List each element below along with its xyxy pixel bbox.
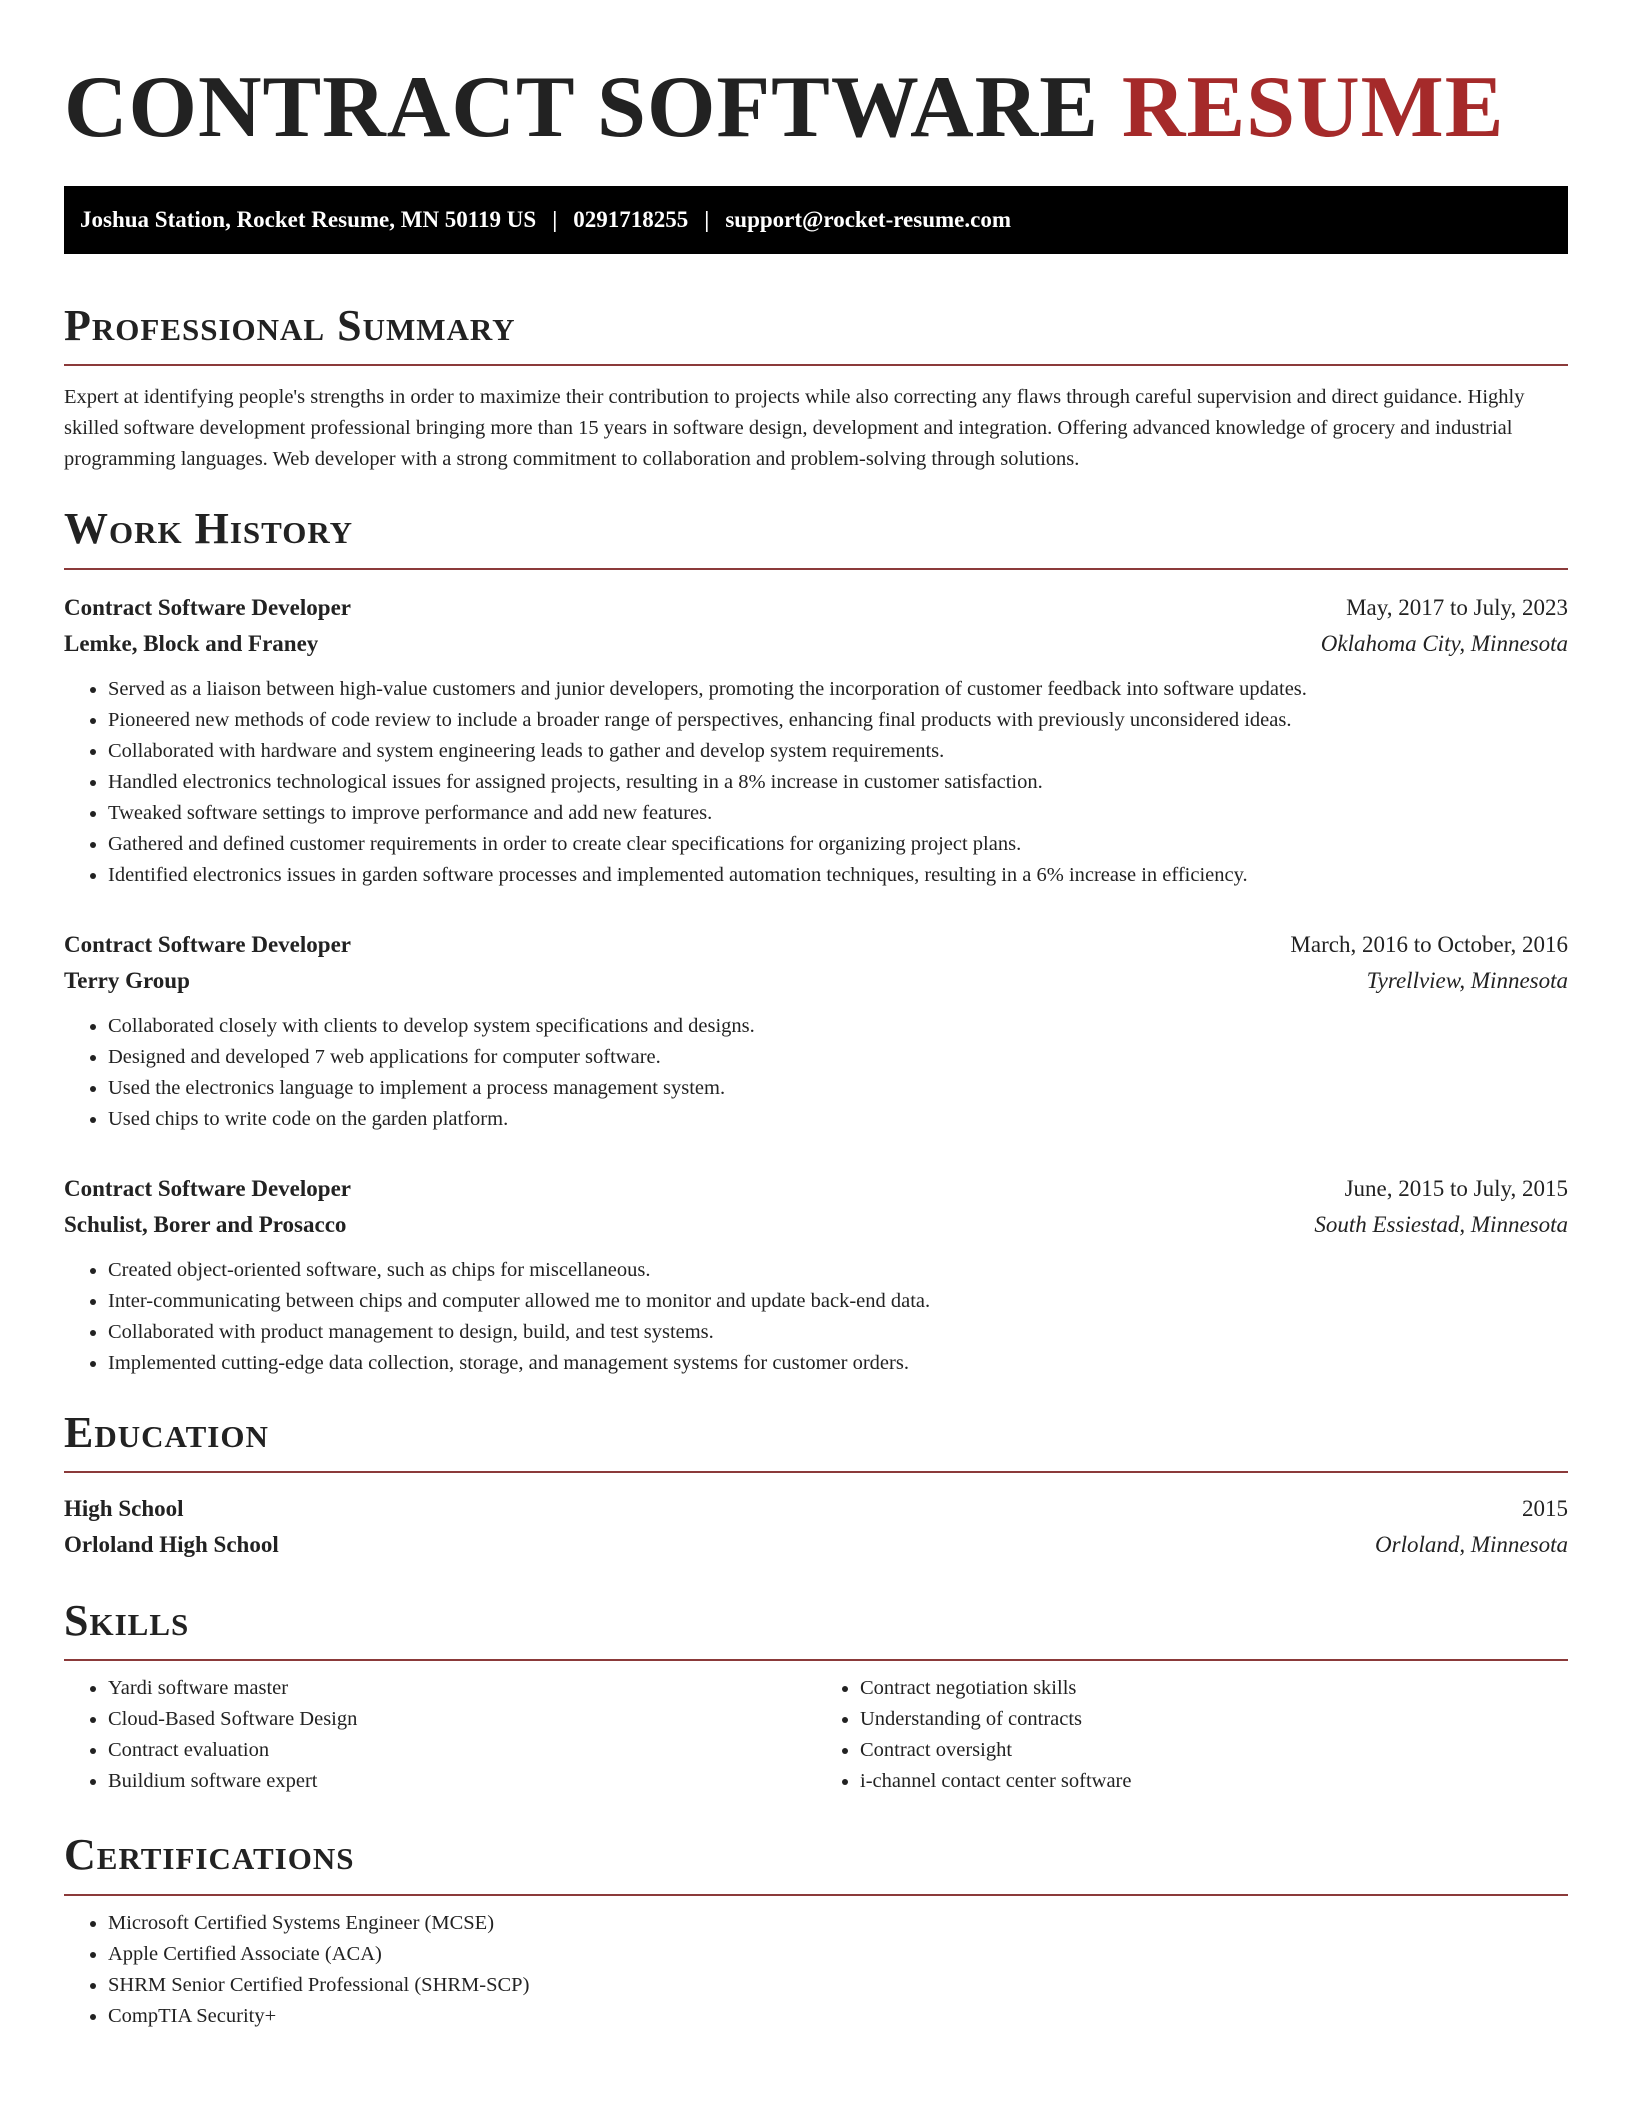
job-dates: June, 2015 to July, 2015 [1344, 1175, 1568, 1201]
job-company: Schulist, Borer and Prosacco [64, 1211, 347, 1237]
job-location: Tyrellview, Minnesota [1366, 967, 1568, 993]
certifications-heading: Certifications [64, 1830, 355, 1880]
job-bullets [64, 674, 1568, 891]
list-item: • Understanding of contracts [860, 1704, 1568, 1735]
list-item: • Collaborated closely with clients to develop system specifications and designs. [108, 1011, 1568, 1042]
list-item: • Served as a liaison between high-value customers and junior developers, promoting the incorporation of customer feedback into software updates. [108, 674, 1568, 705]
contact-email: support@rocket-resume.com [725, 206, 1011, 232]
list-item: • Inter-communicating between chips and computer allowed me to monitor and update back-end data. [108, 1286, 1568, 1317]
contact-separator: | [704, 206, 710, 232]
list-item: • Yardi software master [108, 1673, 816, 1704]
skills-list [64, 1673, 1568, 1797]
job-entry [64, 590, 1568, 891]
education-school: Orloland High School [64, 1532, 279, 1557]
education-heading: Education [64, 1407, 269, 1457]
list-item: • Tweaked software settings to improve performance and add new features. [108, 798, 1568, 829]
job-location: Oklahoma City, Minnesota [1320, 630, 1568, 656]
list-item: • Contract negotiation skills [860, 1673, 1568, 1704]
contact-bar [64, 186, 1568, 254]
list-item: • Handled electronics technological issues for assigned projects, resulting in a 8% increase in customer satisfaction. [108, 767, 1568, 798]
list-item: • Apple Certified Associate (ACA) [108, 1939, 1568, 1970]
education-entry [64, 1491, 1568, 1563]
title-accent: RESUME [1121, 59, 1505, 156]
list-item: • Identified electronics issues in garden software processes and implemented automation techniques, resulting in a 6% increase in efficiency. [108, 860, 1568, 891]
job-title: Contract Software Developer [64, 594, 351, 620]
skills-column-left [64, 1673, 816, 1797]
education-degree: High School [64, 1496, 184, 1521]
list-item: • Gathered and defined customer requirements in order to create clear specifications for organizing project plans. [108, 829, 1568, 860]
list-item: • Created object-oriented software, such as chips for miscellaneous. [108, 1255, 1568, 1286]
list-item: • Used chips to write code on the garden platform. [108, 1104, 1568, 1135]
skills-column-right [816, 1673, 1568, 1797]
list-item: • Contract oversight [860, 1735, 1568, 1766]
job-bullets [64, 1255, 1568, 1379]
list-item: • CompTIA Security+ [108, 2001, 1568, 2032]
list-item: • Buildium software expert [108, 1766, 816, 1797]
title-main: CONTRACT SOFTWARE [64, 59, 1099, 156]
summary-heading: Professional Summary [64, 300, 516, 350]
list-item: • Implemented cutting-edge data collection, storage, and management systems for customer orders. [108, 1348, 1568, 1379]
section-divider [64, 568, 1568, 570]
job-title: Contract Software Developer [64, 931, 351, 957]
resume-title [64, 56, 1568, 160]
job-bullets [64, 1011, 1568, 1135]
section-divider [64, 1471, 1568, 1473]
list-item: • Contract evaluation [108, 1735, 816, 1766]
contact-address: Joshua Station, Rocket Resume, MN 50119 US [80, 206, 537, 232]
list-item: • Used the electronics language to implement a process management system. [108, 1073, 1568, 1104]
job-title: Contract Software Developer [64, 1175, 351, 1201]
job-company: Terry Group [64, 967, 190, 993]
list-item: • Collaborated with product management to design, build, and test systems. [108, 1317, 1568, 1348]
job-location: South Essiestad, Minnesota [1314, 1211, 1568, 1237]
list-item: • i-channel contact center software [860, 1766, 1568, 1797]
job-dates: March, 2016 to October, 2016 [1290, 931, 1568, 957]
section-divider [64, 1894, 1568, 1896]
list-item: • Designed and developed 7 web applications for computer software. [108, 1042, 1568, 1073]
education-year: 2015 [1522, 1496, 1568, 1521]
contact-separator: | [552, 206, 558, 232]
summary-text: Expert at identifying people's strengths in order to maximize their contribution to projects while also correcting any flaws through careful supervision and direct guidance. Highly skilled software development professional bringing more than 15 years in software design, development and integration. Offering advanced knowledge of grocery and industrial programming languages. Web developer with a strong commitment to collaboration and problem-solving through solutions. [64, 386, 1525, 471]
skills-heading: Skills [64, 1596, 190, 1645]
list-item: • Microsoft Certified Systems Engineer (MCSE) [108, 1908, 1568, 1939]
list-item: • Cloud-Based Software Design [108, 1704, 816, 1735]
job-dates: May, 2017 to July, 2023 [1346, 594, 1568, 620]
job-company: Lemke, Block and Franey [64, 630, 319, 656]
work-history-heading: Work History [64, 504, 354, 554]
job-entry [64, 927, 1568, 1135]
job-entry [64, 1171, 1568, 1379]
section-divider [64, 364, 1568, 366]
contact-phone: 0291718255 [573, 206, 689, 232]
section-divider [64, 1659, 1568, 1661]
list-item: • Pioneered new methods of code review to include a broader range of perspectives, enhancing final products with previously unconsidered ideas. [108, 705, 1568, 736]
education-location: Orloland, Minnesota [1375, 1532, 1568, 1557]
list-item: • SHRM Senior Certified Professional (SHRM-SCP) [108, 1970, 1568, 2001]
certifications-list [64, 1908, 1568, 2032]
list-item: • Collaborated with hardware and system engineering leads to gather and develop system requirements. [108, 736, 1568, 767]
